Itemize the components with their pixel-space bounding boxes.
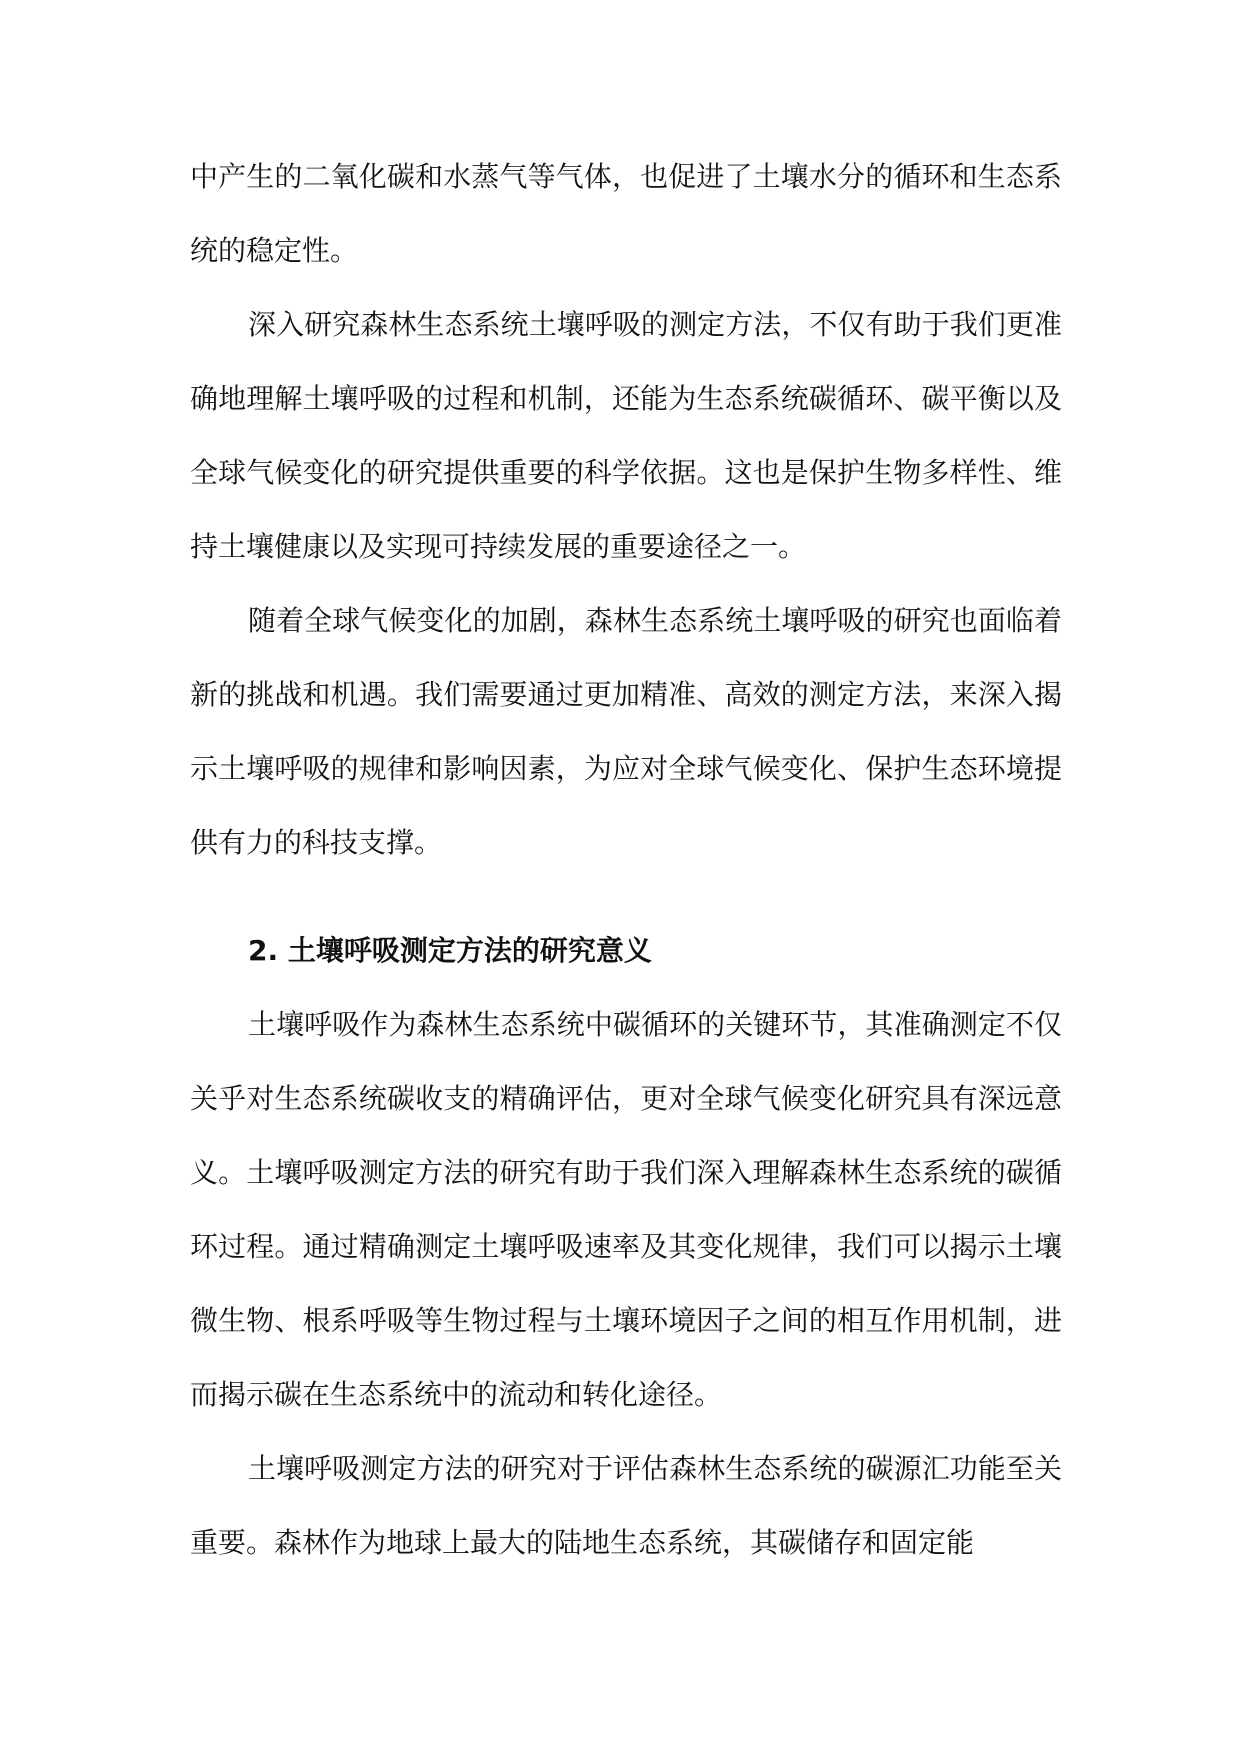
section-heading: 2. 土壤呼吸测定方法的研究意义: [248, 934, 652, 967]
document-body: [190, 140, 1062, 1580]
paragraph-research-value: 深入研究森林生态系统土壤呼吸的测定方法，不仅有助于我们更准确地理解土壤呼吸的过程和机制，还能为生态系统碳循环、碳平衡以及全球气候变化的研究提供重要的科学依据。这也是保护生物多样性、维持土壤健康以及实现可持续发展的重要途径之一。: [190, 308, 1062, 563]
paragraph-carbon-sink: 土壤呼吸测定方法的研究对于评估森林生态系统的碳源汇功能至关重要。森林作为地球上最大的陆地生态系统，其碳储存和固定能: [190, 1452, 1062, 1559]
paragraph-key-link: 土壤呼吸作为森林生态系统中碳循环的关键环节，其准确测定不仅关乎对生态系统碳收支的精确评估，更对全球气候变化研究具有深远意义。土壤呼吸测定方法的研究有助于我们深入理解森林生态系统的碳循环过程。通过精确测定土壤呼吸速率及其变化规律，我们可以揭示土壤微生物、根系呼吸等生物过程与土壤环境因子之间的相互作用机制，进而揭示碳在生态系统中的流动和转化途径。: [190, 1008, 1062, 1411]
paragraph-climate-challenge: 随着全球气候变化的加剧，森林生态系统土壤呼吸的研究也面临着新的挑战和机遇。我们需要通过更加精准、高效的测定方法，来深入揭示土壤呼吸的规律和影响因素，为应对全球气候变化、保护生态环境提供有力的科技支撑。: [190, 604, 1062, 859]
paragraph-continuation: 中产生的二氧化碳和水蒸气等气体，也促进了土壤水分的循环和生态系统的稳定性。: [190, 160, 1062, 267]
